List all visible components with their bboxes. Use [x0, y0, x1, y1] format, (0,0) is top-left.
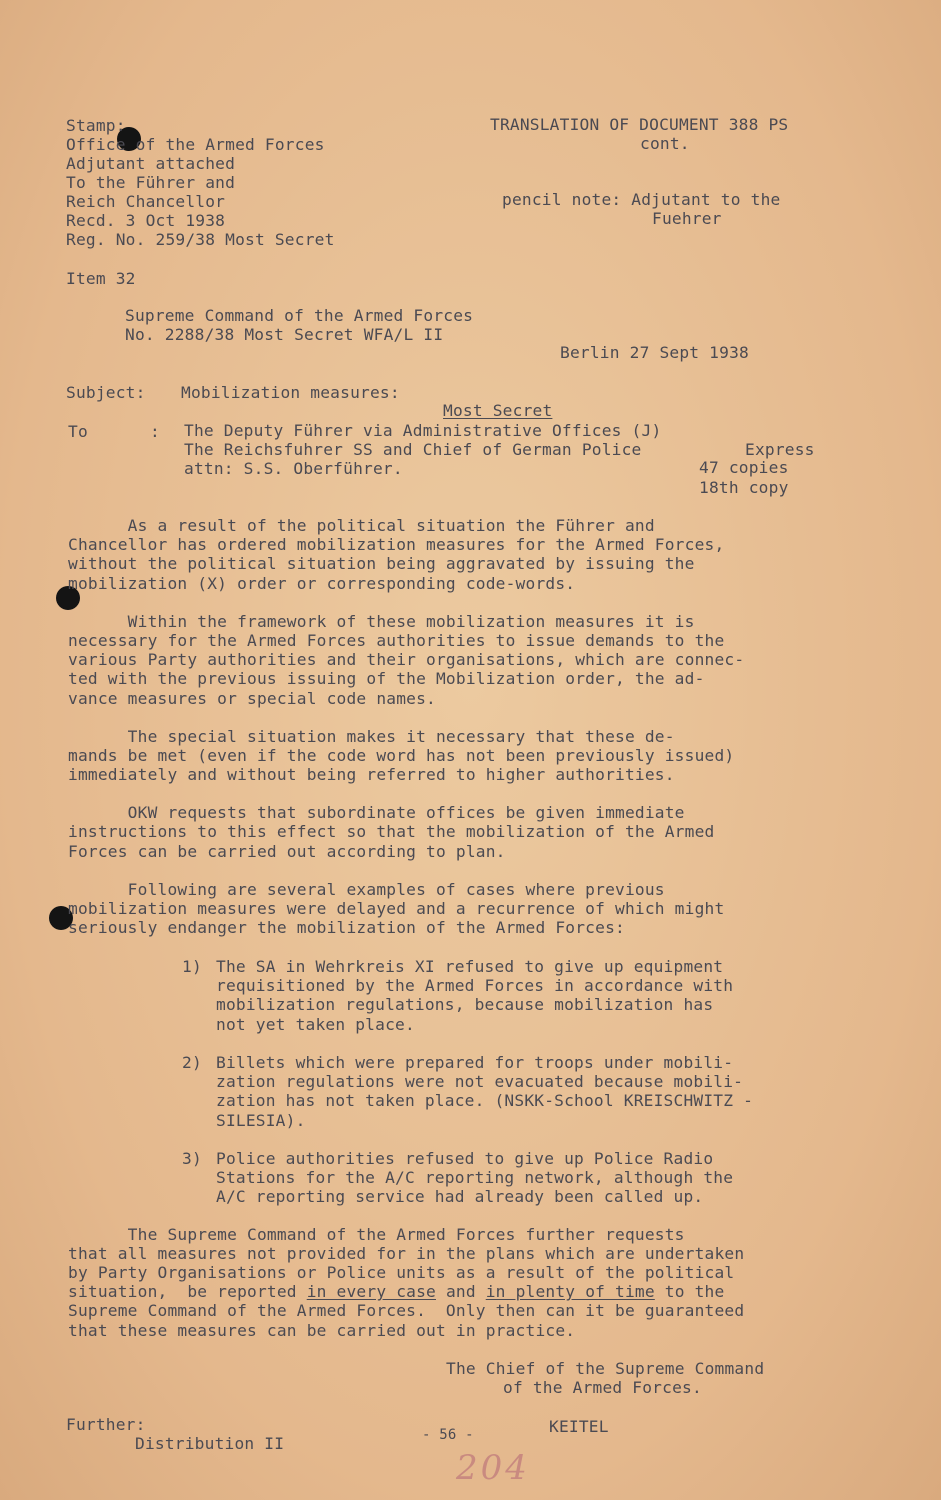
example-line: mobilization regulations, because mobilization has [216, 995, 714, 1014]
document-cont: cont. [640, 134, 690, 153]
recipient-line: The Deputy Führer via Administrative Offices (J) [184, 421, 662, 440]
example-line: A/C reporting service had already been called up. [216, 1187, 704, 1206]
copy-number: 18th copy [699, 478, 789, 497]
example-line: zation regulations were not evacuated because mobili- [216, 1072, 744, 1091]
signature-title-cont: of the Armed Forces. [503, 1378, 702, 1397]
paragraph-line: mobilization measures were delayed and a recurrence of which might [68, 899, 725, 918]
stamp-line: Office of the Armed Forces [66, 135, 325, 154]
signature-title: The Chief of the Supreme Command [446, 1359, 765, 1378]
recipient-attn: attn: S.S. Oberführer. [184, 459, 403, 478]
paragraph-line: As a result of the political situation the Führer and [68, 516, 655, 535]
item-number: Item 32 [66, 269, 136, 288]
paragraph-line: that all measures not provided for in the plans which are undertaken [68, 1244, 745, 1263]
text-run: and [436, 1282, 486, 1301]
paragraph-line: The special situation makes it necessary that these de- [68, 727, 675, 746]
signatory-name: KEITEL [549, 1417, 609, 1436]
example-line: The SA in Wehrkreis XI refused to give up equipment [216, 957, 724, 976]
paragraph-line: immediately and without being referred to higher authorities. [68, 765, 675, 784]
document-title: TRANSLATION OF DOCUMENT 388 PS [490, 115, 789, 134]
to-label: To [68, 422, 88, 441]
example-line: not yet taken place. [216, 1015, 415, 1034]
example-line: Stations for the A/C reporting network, although the [216, 1168, 734, 1187]
subject-label: Subject: [66, 383, 146, 402]
pencil-note: pencil note: Adjutant to the [502, 190, 781, 209]
paragraph-line: ted with the previous issuing of the Mobilization order, the ad- [68, 669, 705, 688]
example-number: 2) [182, 1053, 202, 1072]
pencil-page-number: 204 [456, 1448, 530, 1488]
paragraph-line: Within the framework of these mobilization measures it is [68, 612, 695, 631]
stamp-line: To the Führer and [66, 173, 236, 192]
stamp-line: Recd. 3 Oct 1938 [66, 211, 226, 230]
copies-note: 47 copies [699, 458, 789, 477]
paragraph-line: OKW requests that subordinate offices be given immediate [68, 803, 685, 822]
paragraph-line: by Party Organisations or Police units as a result of the political [68, 1263, 735, 1282]
paragraph-line: necessary for the Armed Forces authorities to issue demands to the [68, 631, 725, 650]
text-run: situation, be reported [68, 1282, 307, 1301]
paragraph-line: The Supreme Command of the Armed Forces further requests [68, 1225, 685, 1244]
example-number: 3) [182, 1149, 202, 1168]
paragraph-line: instructions to this effect so that the mobilization of the Armed [68, 822, 715, 841]
paragraph-line: that these measures can be carried out in practice. [68, 1321, 576, 1340]
further-label: Further: [66, 1415, 146, 1434]
paragraph-line: mands be met (even if the code word has not been previously issued) [68, 746, 735, 765]
subject-text: Mobilization measures: [181, 383, 400, 402]
example-line: Billets which were prepared for troops under mobili- [216, 1053, 734, 1072]
example-line: Police authorities refused to give up Police Radio [216, 1149, 714, 1168]
pencil-note-cont: Fuehrer [652, 209, 722, 228]
recipient-line: The Reichsfuhrer SS and Chief of German Police [184, 440, 642, 459]
paragraph-line: Supreme Command of the Armed Forces. Only then can it be guaranteed [68, 1301, 745, 1320]
paragraph-line: without the political situation being aggravated by issuing the [68, 554, 695, 573]
distribution: Distribution II [135, 1434, 285, 1453]
to-colon: : [150, 422, 160, 441]
stamp-line: Adjutant attached [66, 154, 236, 173]
place-date: Berlin 27 Sept 1938 [560, 343, 749, 362]
example-line: zation has not taken place. (NSKK-School KREISCHWITZ - [216, 1091, 754, 1110]
example-line: SILESIA). [216, 1111, 306, 1130]
example-line: requisitioned by the Armed Forces in accordance with [216, 976, 734, 995]
paragraph-line-emphasis [68, 1282, 724, 1301]
paragraph-line: Chancellor has ordered mobilization measures for the Armed Forces, [68, 535, 725, 554]
paragraph-line: seriously endanger the mobilization of the Armed Forces: [68, 918, 625, 937]
emphasis-every-case: in every case [306, 1282, 436, 1301]
paragraph-line: Forces can be carried out according to plan. [68, 842, 506, 861]
paragraph-line: various Party authorities and their organisations, which are connec- [68, 650, 745, 669]
express-note: Express [745, 440, 815, 459]
stamp-line: Reg. No. 259/38 Most Secret [66, 230, 335, 249]
text-run: to the [654, 1282, 725, 1301]
sender-line: Supreme Command of the Armed Forces [125, 306, 474, 325]
paragraph-line: Following are several examples of cases where previous [68, 880, 665, 899]
paragraph-line: vance measures or special code names. [68, 689, 436, 708]
paragraph-line: mobilization (X) order or corresponding code-words. [68, 574, 576, 593]
example-number: 1) [182, 957, 202, 976]
sender-reference: No. 2288/38 Most Secret WFA/L II [125, 325, 444, 344]
page-number: - 56 - [422, 1427, 474, 1443]
stamp-line: Stamp: [66, 116, 126, 135]
classification: Most Secret [443, 401, 553, 420]
emphasis-plenty-of-time: in plenty of time [485, 1282, 655, 1301]
stamp-line: Reich Chancellor [66, 192, 226, 211]
